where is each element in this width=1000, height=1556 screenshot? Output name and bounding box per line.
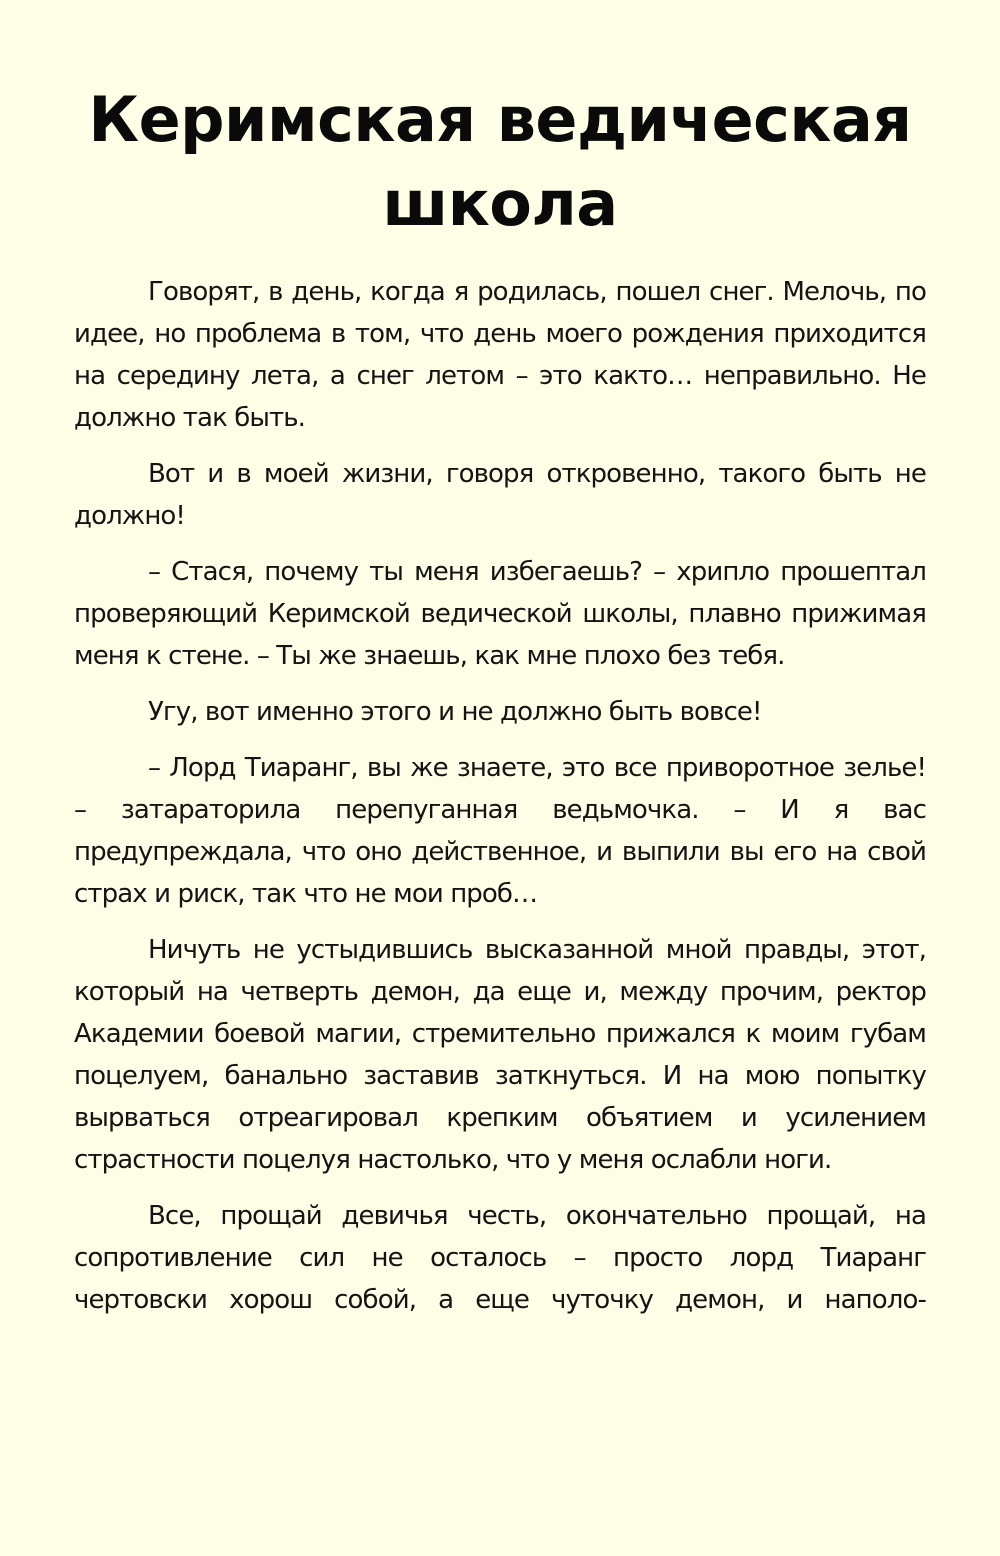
paragraph: Все, прощай девичья честь, окончательно прощай, на сопротивление сил не осталось – просто лорд Тиаранг чертовски хорош собой, а еще чуточку демон, и наполо- (74, 1201, 926, 1315)
paragraph: Угу, вот именно этого и не должно быть вовсе! (148, 697, 762, 727)
paragraph: Говорят, в день, когда я родилась, пошел снег. Мелочь, по идее, но проблема в том, что день моего рождения приходится на середину лета, а снег летом – это както… неправильно. Не должно так быть. (74, 277, 926, 433)
paragraph: – Лорд Тиаранг, вы же знаете, это все приворотное зелье! – затараторила перепуганная ведьмочка. – И я вас предупреждала, что оно действенное, и выпили вы его на свой страх и риск, так что не мои проб… (74, 753, 926, 909)
paragraph: – Стася, почему ты меня избегаешь? – хрипло прошептал проверяющий Керимской ведической школы, плавно прижимая меня к стене. – Ты же знаешь, как мне плохо без тебя. (74, 557, 926, 671)
book-page (74, 78, 926, 1335)
chapter-title: Керимская ведическая школа (88, 83, 912, 240)
chapter-body (74, 271, 926, 1321)
paragraph: Вот и в моей жизни, говоря откровенно, такого быть не должно! (74, 459, 926, 531)
paragraph: Ничуть не устыдившись высказанной мной правды, этот, который на четверть демон, да еще и, между прочим, ректор Академии боевой магии, стремительно прижался к моим губам поцелуем, банально заставив заткнуться. И на мою попытку вырваться отреагировал крепким объятием и усилением страстности поцелуя настолько, что у меня ослабли ноги. (74, 935, 926, 1175)
